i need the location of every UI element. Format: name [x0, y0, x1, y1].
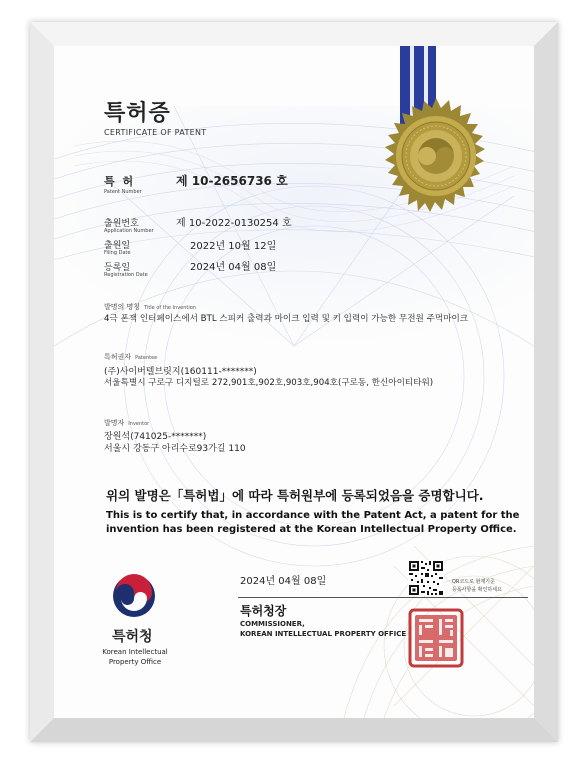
- commissioner-title-en-2: KOREAN INTELLECTUAL PROPERTY OFFICE: [240, 630, 407, 638]
- gold-seal-icon: [376, 98, 496, 218]
- frame-bevel-left: [30, 22, 54, 742]
- patentee-label-ko: 특허권자: [104, 353, 132, 361]
- invention-label-ko: 발명의 명칭: [104, 303, 141, 311]
- filing-date-value: 2022년 10월 12일: [190, 241, 277, 252]
- qr-note-line2: 등록사항을 확인하세요: [452, 587, 502, 593]
- office-name-en-1: Korean Intellectual: [102, 648, 168, 656]
- patent-number-value: 제 10-2656736 호: [176, 174, 288, 188]
- certification-statement-en-1: This is to certify that, in accordance with the Patent Act, a patent for the: [106, 510, 520, 521]
- certificate-title-en: CERTIFICATE OF PATENT: [104, 128, 207, 137]
- office-name-en-2: Property Office: [108, 658, 162, 666]
- application-number-label-en: Application Number: [104, 228, 154, 234]
- registration-date-label-en: Registration Date: [104, 272, 148, 278]
- qr-note-line1: QR코드로 현재기준: [452, 579, 495, 585]
- frame-bevel-right: [534, 22, 558, 742]
- commissioner-title: 특허청장: [240, 604, 287, 618]
- invention-label: [104, 302, 196, 312]
- certificate-paper: [54, 46, 534, 718]
- invention-label-en: Title of the Invention: [144, 305, 196, 311]
- inventor-label-ko: 발명자: [104, 419, 125, 427]
- invention-title: 4극 폰잭 인터페이스에서 BTL 스피커 출력과 마이크 입력 및 키 입력이 가능한 무전원 주먹마이크: [104, 314, 469, 324]
- office-name-ko: 특허청: [112, 629, 153, 645]
- frame-bevel-bottom: [30, 718, 558, 742]
- commissioner-title-en-1: COMMISSIONER,: [240, 620, 305, 628]
- taegeuk-logo-icon: [112, 574, 156, 618]
- inventor-name: 장원석(741025-*******): [104, 432, 207, 442]
- qr-code-icon[interactable]: [408, 560, 444, 596]
- patent-number-label: 특 허: [104, 175, 136, 188]
- frame-bevel-top: [30, 22, 558, 46]
- application-number-value: 제 10-2022-0130254 호: [176, 218, 292, 229]
- filing-date-label-en: Filing Date: [104, 250, 131, 256]
- issue-date: 2024년 04월 08일: [240, 576, 327, 587]
- registration-date-label: 등록일: [104, 263, 131, 273]
- patentee-label-en: Patentee: [135, 355, 158, 361]
- certification-statement-ko: 위의 발명은「특허법」에 따라 특허원부에 등록되었음을 증명합니다.: [106, 488, 484, 503]
- inventor-label-en: Inventor: [128, 421, 150, 427]
- filing-date-label: 출원일: [104, 241, 131, 251]
- certification-statement-en-2: invention has been registered at the Korean Intellectual Property Office.: [106, 524, 517, 535]
- registration-date-value: 2024년 04월 08일: [190, 262, 277, 273]
- signature-rule: [238, 597, 528, 598]
- inventor-address: 서울시 강동구 아리수로93가길 110: [104, 444, 246, 454]
- inventor-label: [104, 418, 149, 428]
- certificate-title: 특허증: [104, 101, 171, 126]
- patentee-label: [104, 352, 157, 362]
- patentee-address: 서울특별시 구로구 디지털로 272,901호,902호,903호,904호(구로동, 한신아이티타워): [104, 378, 434, 388]
- patent-number-label-en: Patent Number: [104, 189, 142, 195]
- red-official-stamp-icon: [408, 608, 464, 668]
- application-number-label: 출원번호: [104, 219, 139, 229]
- patentee-name: (주)사이버텔브릿지(160111-*******): [104, 367, 257, 377]
